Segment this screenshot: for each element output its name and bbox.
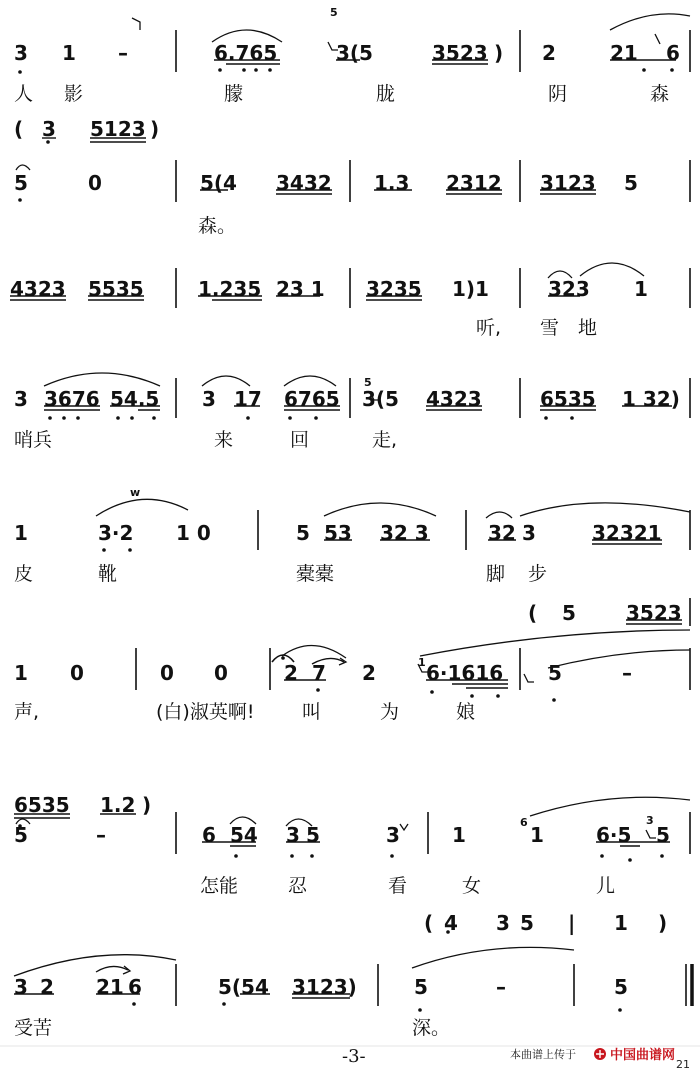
lyric-syllable: 脚 [486, 563, 506, 585]
slurs [14, 14, 690, 976]
grace-note-r7b: 3 [646, 814, 654, 827]
note: 1 32) [622, 387, 680, 411]
intro-note: 1 [614, 911, 628, 935]
intro-note: ( [528, 601, 538, 625]
note: 32 3 [380, 521, 429, 545]
note: 5 [614, 975, 628, 999]
lyric-syllable: 步 [528, 563, 548, 585]
intro-note: 3 [42, 117, 56, 141]
note: 5(54 [218, 975, 269, 999]
note: 1 [62, 41, 76, 65]
note: 6 [128, 975, 142, 999]
lyric-syllable: 地 [578, 317, 598, 339]
note: 323 [548, 277, 590, 301]
site-logo-icon [594, 1048, 606, 1060]
grace-note-r4: 5 [364, 376, 372, 389]
intro-note: 5123 [90, 117, 146, 141]
note: 32321 [592, 521, 662, 545]
note: 3235 [366, 277, 422, 301]
note: 5 [14, 823, 28, 847]
lyric-syllable: 橐橐 [296, 563, 335, 585]
note: 3·2 [98, 521, 134, 545]
lyric-syllable: 走, [372, 429, 398, 451]
note: 5 [14, 171, 28, 195]
lyric-syllable: 森 [650, 83, 670, 105]
note: 54 [230, 823, 258, 847]
note: 53 [324, 521, 352, 545]
note: 5 [296, 521, 310, 545]
note: 4323 [426, 387, 482, 411]
note: – [496, 975, 506, 999]
note: 3(5 [362, 387, 399, 411]
note: 3 [14, 41, 28, 65]
lyric-syllable: 森。 [198, 215, 237, 237]
note: ) [494, 41, 504, 65]
intro-note: | [568, 911, 576, 935]
note: 0 [88, 171, 102, 195]
lyric-syllable: 声, [14, 701, 40, 723]
intro-note: 5 [562, 601, 576, 625]
intro-note: 4 [444, 911, 458, 935]
intro-note: ) [142, 793, 152, 817]
note: 1 [530, 823, 544, 847]
page-number: -3- [342, 1046, 366, 1067]
note: 3 [286, 823, 300, 847]
lyric-syllable: (白)淑英啊! [156, 701, 255, 723]
intro-note: ( [424, 911, 434, 935]
intro-note: ) [658, 911, 668, 935]
note: 3 [202, 387, 216, 411]
grace-note-r6: 1 [418, 656, 426, 669]
lyric-syllable: 看 [388, 875, 408, 897]
corner-mark: 21 [676, 1058, 690, 1068]
lyric-syllable: 听, [476, 317, 502, 339]
note: 2312 [446, 171, 502, 195]
note: 0 [70, 661, 84, 685]
lyric-syllable: 影 [64, 83, 84, 105]
note: 2 [362, 661, 376, 685]
note: 1 [452, 823, 466, 847]
lyric-syllable: 阴 [548, 83, 568, 105]
lyric-syllable: 受苦 [14, 1017, 53, 1039]
lyric-syllable: 胧 [376, 83, 396, 105]
note: – [622, 661, 632, 685]
note: 1.3 [374, 171, 410, 195]
note: 23 1 [276, 277, 325, 301]
lyric-syllable: 娘 [456, 701, 476, 723]
note: 3(5 [336, 41, 373, 65]
note: 5 [306, 823, 320, 847]
page-footer [0, 1046, 700, 1068]
note: 54.5 [110, 387, 160, 411]
note: 2 [542, 41, 556, 65]
intro-note: 3523 [626, 601, 682, 625]
note: 4323 [10, 277, 66, 301]
site-brand[interactable]: 中国曲谱网 [610, 1048, 676, 1063]
melody-notes [10, 41, 680, 999]
note: 21 [610, 41, 638, 65]
note: 17 [234, 387, 262, 411]
note: 3676 [44, 387, 100, 411]
fermata-dot [281, 656, 285, 660]
note: 5 [548, 661, 562, 685]
lyric-syllable: 皮 [14, 563, 34, 585]
note: 6·1616 [426, 661, 504, 685]
lyric-syllable: 儿 [596, 875, 616, 897]
lyrics [14, 83, 669, 1039]
lyric-syllable: 忍 [288, 875, 308, 897]
lyric-syllable: 哨兵 [14, 429, 53, 451]
note: 1)1 [452, 277, 489, 301]
lyric-syllable: 叫 [302, 701, 322, 723]
lyric-syllable: 为 [380, 701, 400, 723]
note: 3123 [540, 171, 596, 195]
note: 2 [40, 975, 54, 999]
note: 1 [14, 521, 28, 545]
note: 5 [656, 823, 670, 847]
grace-note-r7a: 6 [520, 816, 528, 829]
note: 1 0 [176, 521, 211, 545]
intro-note: ) [150, 117, 160, 141]
note: – [118, 41, 128, 65]
note: 1.235 [198, 277, 262, 301]
note: 32 [488, 521, 516, 545]
note: 3523 [432, 41, 488, 65]
note: 6 [666, 41, 680, 65]
note: 5535 [88, 277, 144, 301]
grace-note-r1: 5 [330, 6, 338, 19]
note: 5 [414, 975, 428, 999]
intro-note: 3 [496, 911, 510, 935]
note: 3 [14, 387, 28, 411]
note: 6535 [540, 387, 596, 411]
lyric-syllable: 怎能 [200, 875, 239, 897]
lyric-syllable: 雪 [540, 317, 560, 339]
note: 0 [160, 661, 174, 685]
note: 3 [14, 975, 28, 999]
note: 3 [386, 823, 400, 847]
intro-note: 5 [520, 911, 534, 935]
upload-note: 本曲谱上传于 [510, 1048, 576, 1061]
note: 0 [214, 661, 228, 685]
lyric-syllable: 人 [14, 83, 34, 105]
trill-mark: w [130, 486, 141, 499]
lyric-syllable: 来 [214, 429, 234, 451]
note: 5(4 [200, 171, 237, 195]
note: 1 [14, 661, 28, 685]
intro-note: 6535 [14, 793, 70, 817]
lyric-syllable: 朦 [224, 83, 244, 105]
note: 2 [284, 661, 298, 685]
intro-note: 1.2 [100, 793, 136, 817]
lyric-syllable: 回 [290, 429, 310, 451]
note: 3123) [292, 975, 357, 999]
note: 6·5 [596, 823, 632, 847]
note: 7 [312, 661, 326, 685]
note: 3 [522, 521, 536, 545]
note: 3432 [276, 171, 332, 195]
note: – [96, 823, 106, 847]
note: 1 [634, 277, 648, 301]
intro-note: ( [14, 117, 24, 141]
lyric-syllable: 深。 [412, 1017, 451, 1039]
note: 5 [624, 171, 638, 195]
lyric-syllable: 女 [462, 875, 482, 897]
note: 21 [96, 975, 124, 999]
note: 6765 [284, 387, 340, 411]
note: 6.765 [214, 41, 278, 65]
note: 6 [202, 823, 216, 847]
lyric-syllable: 靴 [98, 563, 118, 585]
